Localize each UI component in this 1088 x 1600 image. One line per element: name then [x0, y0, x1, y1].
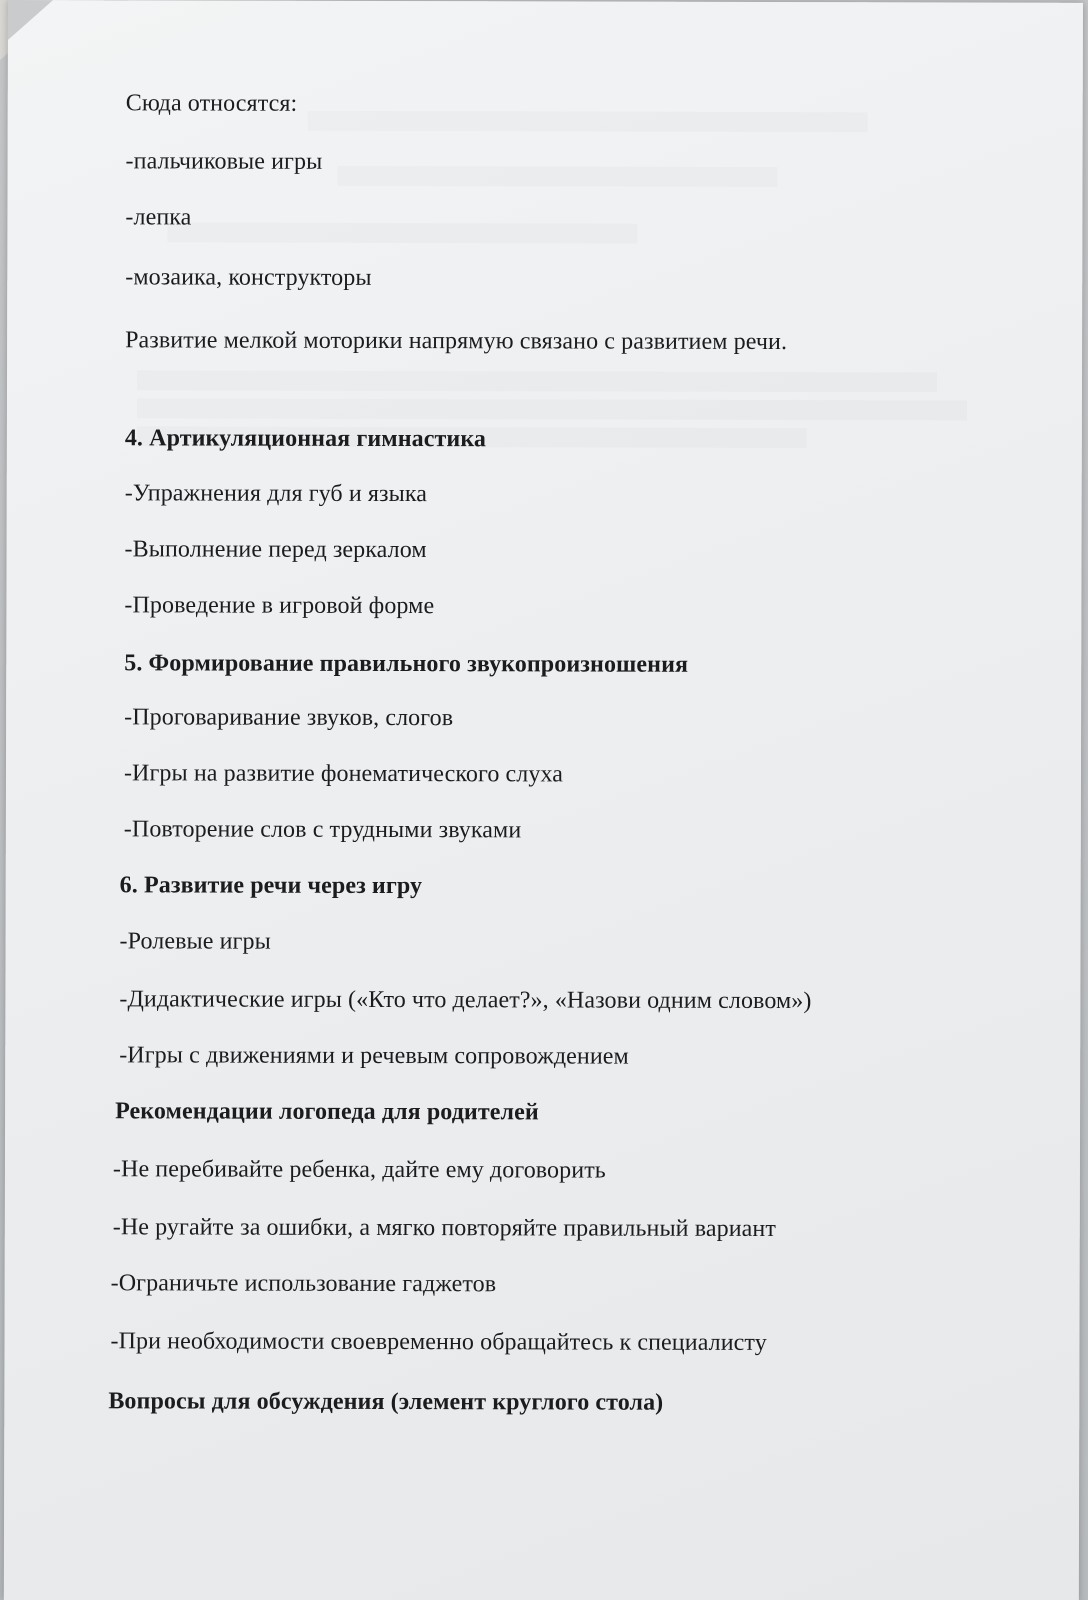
text-line: -мозаика, конструкторы [125, 264, 372, 291]
text-line: -Ролевые игры [119, 928, 271, 955]
text-line: -Проведение в игровой форме [124, 592, 435, 620]
bleed-through-shadow [308, 111, 868, 132]
text-line: -Выполнение перед зеркалом [124, 536, 427, 564]
bleed-through-shadow [338, 166, 778, 187]
text-line: -пальчиковые игры [125, 148, 323, 175]
text-line: -Повторение слов с трудными звуками [123, 816, 522, 844]
text-line: -Игры с движениями и речевым сопровождением [119, 1042, 629, 1070]
text-line: -Не ругайте за ошибки, а мягко повторяйте правильный вариант [112, 1214, 776, 1243]
text-line: Сюда относятся: [125, 90, 298, 117]
section-heading: Рекомендации логопеда для родителей [115, 1098, 539, 1126]
section-heading: 4. Артикуляционная гимнастика [124, 425, 487, 453]
text-line: -Игры на развитие фонематического слуха [123, 760, 564, 788]
text-line: -Проговаривание звуков, слогов [124, 704, 454, 732]
section-heading: Вопросы для обсуждения (элемент круглого стола) [108, 1388, 664, 1416]
bleed-through-shadow [137, 370, 937, 392]
text-line: -Не перебивайте ребенка, дайте ему договорить [112, 1156, 606, 1184]
text-line: -При необходимости своевременно обращайтесь к специалисту [110, 1328, 767, 1356]
text-line: Развитие мелкой моторики напрямую связано с развитием речи. [125, 327, 788, 356]
bleed-through-shadow [137, 398, 967, 420]
text-line: -лепка [125, 204, 192, 231]
text-line: -Упражнения для губ и языка [124, 480, 428, 508]
section-heading: 6. Развитие речи через игру [119, 872, 423, 900]
section-heading: 5. Формирование правильного звукопроизношения [124, 650, 689, 678]
bleed-through-shadow [167, 222, 637, 243]
text-line: -Дидактические игры («Кто что делает?», «Назови одним словом») [119, 986, 812, 1015]
text-line: -Ограничьте использование гаджетов [110, 1270, 497, 1298]
paper-sheet [4, 0, 1083, 1600]
